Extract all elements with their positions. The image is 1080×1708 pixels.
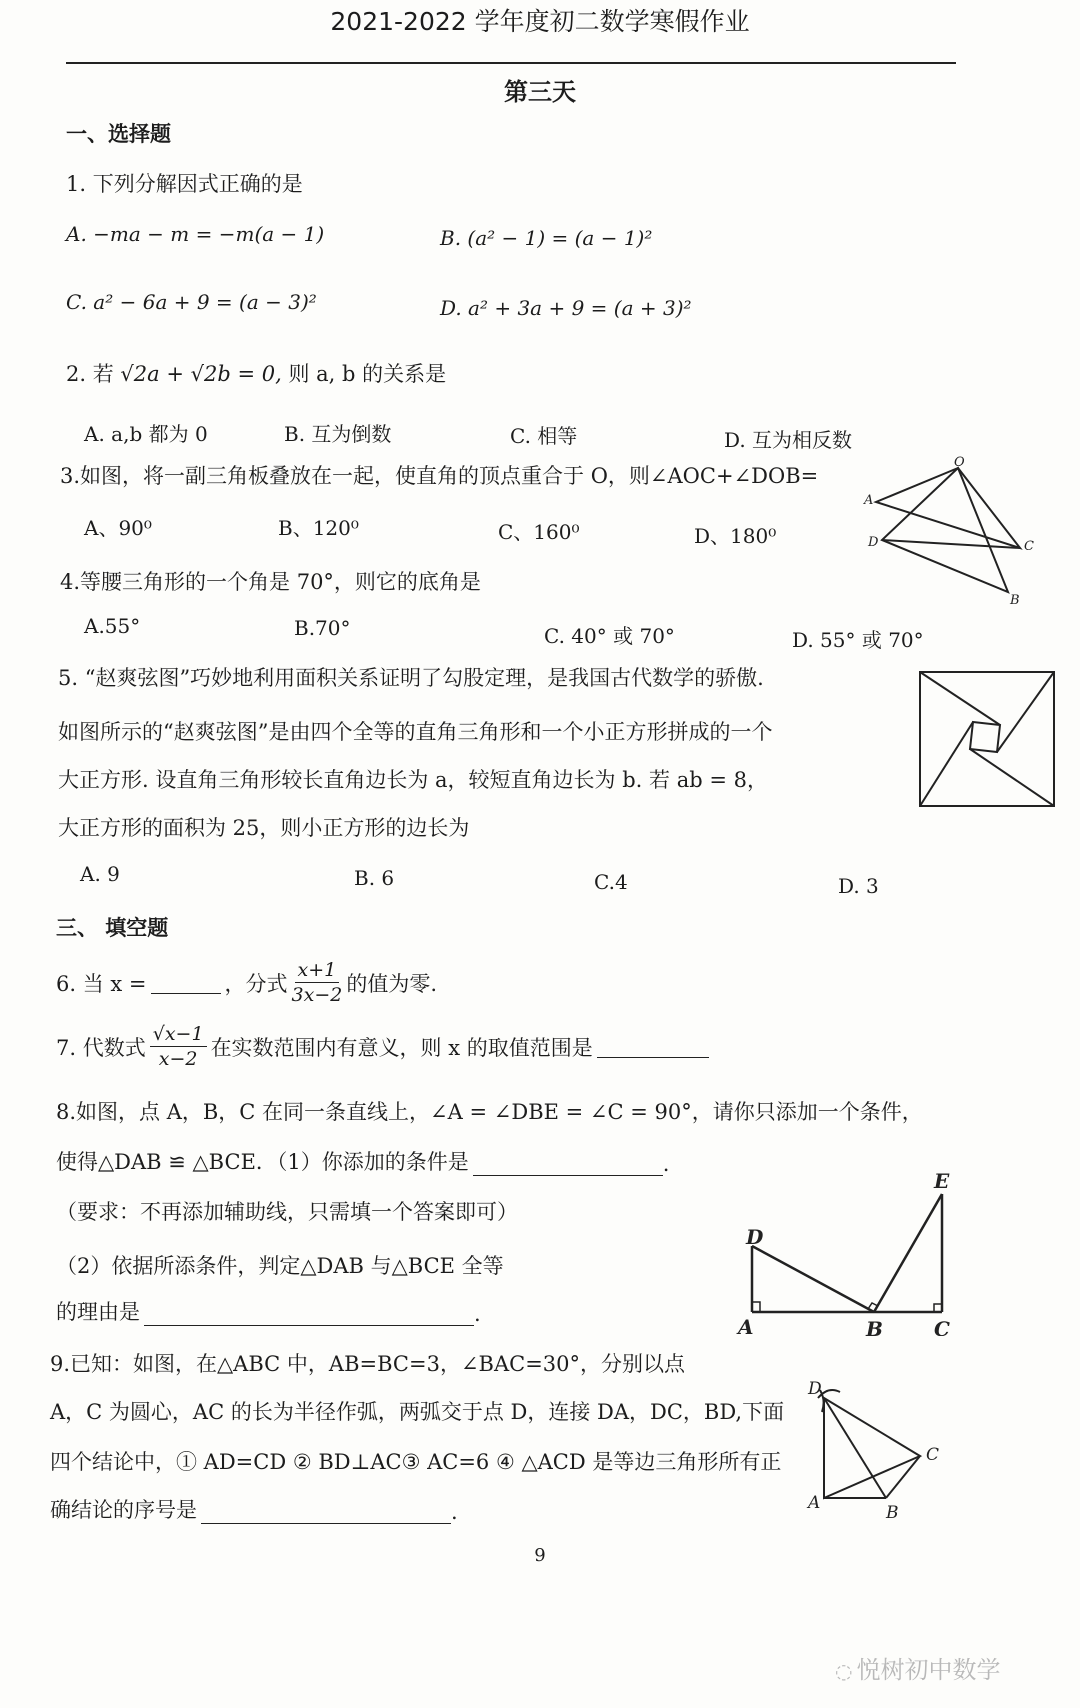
q8-label-d: D bbox=[746, 1225, 764, 1249]
q3-option-d: D、180⁰ bbox=[694, 524, 777, 548]
watermark-text: 悦树初中数学 bbox=[856, 1656, 1001, 1684]
q5-zhaoshuang-figure bbox=[916, 668, 1058, 810]
q8-label-a: A bbox=[738, 1315, 754, 1336]
q4-option-c: C. 40° 或 70° bbox=[544, 624, 675, 648]
q9-line-4: 确结论的序号是 bbox=[50, 1498, 197, 1522]
q5-triangle-edge bbox=[920, 722, 973, 806]
day-title: 第三天 bbox=[504, 78, 576, 106]
q3-option-a: A、90⁰ bbox=[84, 516, 152, 540]
q8-segment-be bbox=[874, 1194, 942, 1312]
q8-answer-blank-2[interactable] bbox=[144, 1303, 474, 1326]
q6-stem: ，分式 bbox=[224, 971, 288, 996]
q3-label-b: B bbox=[1010, 593, 1020, 606]
watermark bbox=[835, 1650, 1000, 1685]
q6-answer-blank[interactable] bbox=[151, 971, 221, 994]
q8-line-3: （要求：不再添加辅助线，只需填一个答案即可） bbox=[56, 1200, 518, 1224]
q2-number: 2. 若 bbox=[66, 362, 114, 386]
page-header-title: 2021-2022 学年度初二数学寒假作业 bbox=[330, 7, 750, 36]
q7-numerator: √x−1 bbox=[150, 1022, 207, 1047]
q6-stem-end: 的值为零. bbox=[346, 971, 438, 996]
q1-option-c: C. a² − 6a + 9 = (a − 3)² bbox=[66, 290, 317, 314]
q8-label-c: C bbox=[934, 1317, 950, 1336]
q8-answer-blank-1[interactable] bbox=[473, 1153, 663, 1176]
q5-big-square bbox=[920, 672, 1054, 806]
q5-option-d: D. 3 bbox=[838, 874, 879, 898]
q8-line-4: （2）依据所添条件，判定△DAB 与△BCE 全等 bbox=[56, 1254, 504, 1278]
q4-option-b: B.70° bbox=[294, 616, 351, 640]
q9-line-2: A，C 为圆心，AC 的长为半径作弧，两弧交于点 D，连接 DA，DC，BD,下面 bbox=[50, 1400, 785, 1424]
q9-line-1: 9.已知：如图，在△ABC 中，AB=BC=3，∠BAC=30°，分别以点 bbox=[50, 1352, 686, 1376]
q4-option-a: A.55° bbox=[84, 614, 141, 638]
q7-denominator: x−2 bbox=[158, 1048, 198, 1070]
q8-figure bbox=[734, 1164, 956, 1336]
q1-stem: 1. 下列分解因式正确的是 bbox=[66, 172, 303, 196]
q3-option-c: C、160⁰ bbox=[498, 520, 580, 544]
q5-line-2: 如图所示的“赵爽弦图”是由四个全等的直角三角形和一个小正方形拼成的一个 bbox=[58, 720, 773, 744]
q2-option-b: B. 互为倒数 bbox=[284, 422, 392, 446]
q7-number: 7. 代数式 bbox=[56, 1035, 146, 1060]
q8-label-b: B bbox=[866, 1317, 883, 1336]
q5-small-square bbox=[970, 722, 1000, 752]
q9-label-d: D bbox=[808, 1379, 822, 1399]
q9-line-3: 四个结论中，① AD=CD ② BD⊥AC③ AC=6 ④ △ACD 是等边三角形所有正 bbox=[50, 1450, 782, 1474]
chat-bubble-icon: ◌ bbox=[835, 1659, 853, 1683]
q4-stem: 4.等腰三角形的一个角是 70°，则它的底角是 bbox=[60, 570, 481, 594]
header-rule bbox=[66, 62, 956, 64]
q5-option-b: B. 6 bbox=[354, 866, 395, 890]
q1-option-d: D. a² + 3a + 9 = (a + 3)² bbox=[440, 296, 692, 320]
q8-label-e: E bbox=[934, 1169, 950, 1193]
q6-numerator: x+1 bbox=[295, 958, 340, 983]
q9-figure bbox=[800, 1378, 950, 1522]
q7-stem: 在实数范围内有意义，则 x 的取值范围是 bbox=[210, 1035, 593, 1060]
q2-option-d: D. 互为相反数 bbox=[724, 428, 853, 452]
q8-line-2: 使得△DAB ≌ △BCE．（1）你添加的条件是 bbox=[56, 1150, 469, 1174]
q2-option-c: C. 相等 bbox=[510, 424, 578, 448]
q5-triangle-edge bbox=[997, 672, 1054, 752]
q2-expression: √2a + √2b = 0, bbox=[120, 362, 282, 386]
q6-number: 6. 当 x = bbox=[56, 971, 147, 996]
q1-option-a: A. −ma − m = −m(a − 1) bbox=[66, 222, 325, 246]
q3-label-c: C bbox=[1024, 539, 1034, 554]
q3-triangle-dob bbox=[882, 468, 1008, 592]
q9-segment-bc bbox=[886, 1456, 920, 1498]
q3-stem: 3.如图，将一副三角板叠放在一起，使直角的顶点重合于 O，则∠AOC+∠DOB= bbox=[60, 464, 819, 488]
q7-answer-blank[interactable] bbox=[597, 1035, 709, 1058]
q5-triangle-edge bbox=[970, 749, 1054, 806]
q8-segment-db bbox=[752, 1246, 874, 1312]
q8-line-5: 的理由是 bbox=[56, 1300, 140, 1324]
q5-line-1: 5. “赵爽弦图”巧妙地利用面积关系证明了勾股定理，是我国古代数学的骄傲. bbox=[58, 666, 764, 690]
q3-triangles-figure bbox=[862, 456, 1040, 606]
q8-line-1: 8.如图，点 A，B，C 在同一条直线上，∠A = ∠DBE = ∠C = 90°，请你只添加一个条件， bbox=[56, 1100, 923, 1124]
q2-stem: 则 a, b 的关系是 bbox=[288, 362, 447, 386]
q3-label-d: D bbox=[868, 535, 879, 550]
q5-option-c: C.4 bbox=[594, 870, 628, 894]
q9-segment-bd bbox=[824, 1398, 886, 1498]
q1-option-b: B. (a² − 1) = (a − 1)² bbox=[440, 226, 653, 250]
q2-option-a: A. a,b 都为 0 bbox=[84, 422, 208, 446]
q5-line-3: 大正方形. 设直角三角形较长直角边长为 a，较短直角边长为 b. 若 ab = 8， bbox=[58, 768, 768, 792]
q5-triangle-edge bbox=[920, 672, 1000, 725]
q3-label-o: O bbox=[954, 456, 965, 470]
section-fill-heading: 三、 填空题 bbox=[56, 916, 169, 940]
q9-answer-blank[interactable] bbox=[201, 1501, 451, 1524]
q6-denominator: 3x−2 bbox=[291, 984, 343, 1006]
q9-label-b: B bbox=[886, 1503, 899, 1522]
q5-line-4: 大正方形的面积为 25，则小正方形的边长为 bbox=[58, 816, 470, 840]
q5-option-a: A. 9 bbox=[80, 862, 120, 886]
q3-option-b: B、120⁰ bbox=[278, 516, 359, 540]
page-number: 9 bbox=[534, 1545, 546, 1566]
q3-label-a: A bbox=[864, 493, 874, 508]
q9-label-a: A bbox=[808, 1493, 821, 1513]
q4-option-d: D. 55° 或 70° bbox=[792, 628, 924, 652]
section-choice-heading: 一、选择题 bbox=[66, 122, 171, 146]
q9-label-c: C bbox=[926, 1445, 940, 1465]
q9-triangle-acd bbox=[824, 1398, 920, 1498]
q3-triangle-aoc bbox=[876, 468, 1020, 548]
